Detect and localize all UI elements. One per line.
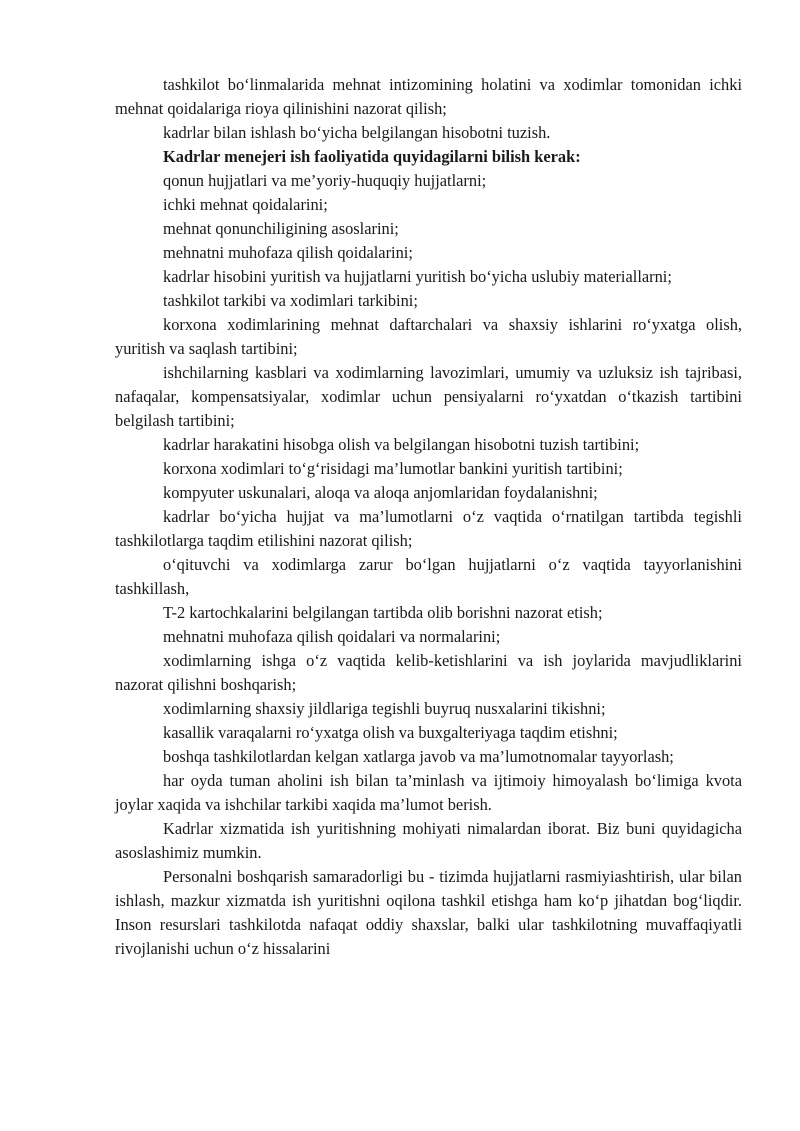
list-item: ishchilarning kasblari va xodimlarning lavozimlari, umumiy va uzluksiz ish tajribasi, nafaqalar, kompensatsiyalar, xodimlar uchun pensiyalarni ro‘yxatdan o‘tkazish tartibini belgilash tartibini; bbox=[115, 363, 742, 430]
list-item: T-2 kartochkalarini belgilangan tartibda olib borishni nazorat etish; bbox=[163, 603, 603, 622]
list-item: o‘qituvchi va xodimlarga zarur bo‘lgan hujjatlarni o‘z vaqtida tayyorlanishini tashkillash, bbox=[115, 555, 742, 598]
list-item: mehnatni muhofaza qilish qoidalarini; bbox=[163, 243, 413, 262]
list-item: kasallik varaqalarni ro‘yxatga olish va buxgalteriyaga taqdim etishni; bbox=[163, 723, 618, 742]
list-item: tashkilot tarkibi va xodimlari tarkibini; bbox=[163, 291, 418, 310]
list-item: korxona xodimlari to‘g‘risidagi ma’lumotlar bankini yuritish tartibini; bbox=[163, 459, 623, 478]
list-item: xodimlarning shaxsiy jildlariga tegishli buyruq nusxalarini tikishni; bbox=[163, 699, 606, 718]
list-item: kadrlar hisobini yuritish va hujjatlarni yuritish bo‘yicha uslubiy materiallarni; bbox=[163, 267, 672, 286]
list-item: qonun hujjatlari va me’yoriy-huquqiy hujjatlarni; bbox=[163, 171, 487, 190]
paragraph: Kadrlar xizmatida ish yuritishning mohiyati nimalardan iborat. Biz buni quyidagicha asoslashimiz mumkin. bbox=[115, 819, 742, 862]
list-item: xodimlarning ishga o‘z vaqtida kelib-ketishlarini va ish joylarida mavjudliklarini nazorat qilishni boshqarish; bbox=[115, 651, 742, 694]
list-item: korxona xodimlarining mehnat daftarchalari va shaxsiy ishlarini ro‘yxatga olish, yuritish va saqlash tartibini; bbox=[115, 315, 742, 358]
list-item: mehnatni muhofaza qilish qoidalari va normalarini; bbox=[163, 627, 501, 646]
paragraph: kadrlar bilan ishlash bo‘yicha belgilangan hisobotni tuzish. bbox=[163, 123, 551, 142]
paragraph: Personalni boshqarish samaradorligi bu - tizimda hujjatlarni rasmiyiashtirish, ular bilan ishlash, mazkur xizmatda ish yuritishni oqilona tashkil etishga ham ko‘p jihatdan bog‘liqdir. Inson resurslari tashkilotda nafaqat oddiy shaxslar, balki ular tashkilotning muvaffaqiyatli rivojlanishi uchun o‘z hissalarini bbox=[115, 867, 742, 958]
list-item: mehnat qonunchiligining asoslarini; bbox=[163, 219, 399, 238]
list-item: har oyda tuman aholini ish bilan ta’minlash va ijtimoiy himoyalash bo‘limiga kvota joylar xaqida va ishchilar tarkibi xaqida ma’lumot berish. bbox=[115, 771, 742, 814]
list-item: ichki mehnat qoidalarini; bbox=[163, 195, 328, 214]
list-item: kompyuter uskunalari, aloqa va aloqa anjomlaridan foydalanishni; bbox=[163, 483, 598, 502]
paragraph: tashkilot bo‘linmalarida mehnat intizomining holatini va xodimlar tomonidan ichki mehnat qoidalariga rioya qilinishini nazorat qilish; bbox=[115, 75, 742, 118]
list-item: kadrlar bo‘yicha hujjat va ma’lumotlarni o‘z vaqtida o‘rnatilgan tartibda tegishli tashkilotlarga taqdim etilishini nazorat qilish; bbox=[115, 507, 742, 550]
list-item: kadrlar harakatini hisobga olish va belgilangan hisobotni tuzish tartibini; bbox=[163, 435, 640, 454]
list-item: boshqa tashkilotlardan kelgan xatlarga javob va ma’lumotnomalar tayyorlash; bbox=[163, 747, 674, 766]
section-heading: Kadrlar menejeri ish faoliyatida quyidagilarni bilish kerak: bbox=[163, 147, 581, 166]
